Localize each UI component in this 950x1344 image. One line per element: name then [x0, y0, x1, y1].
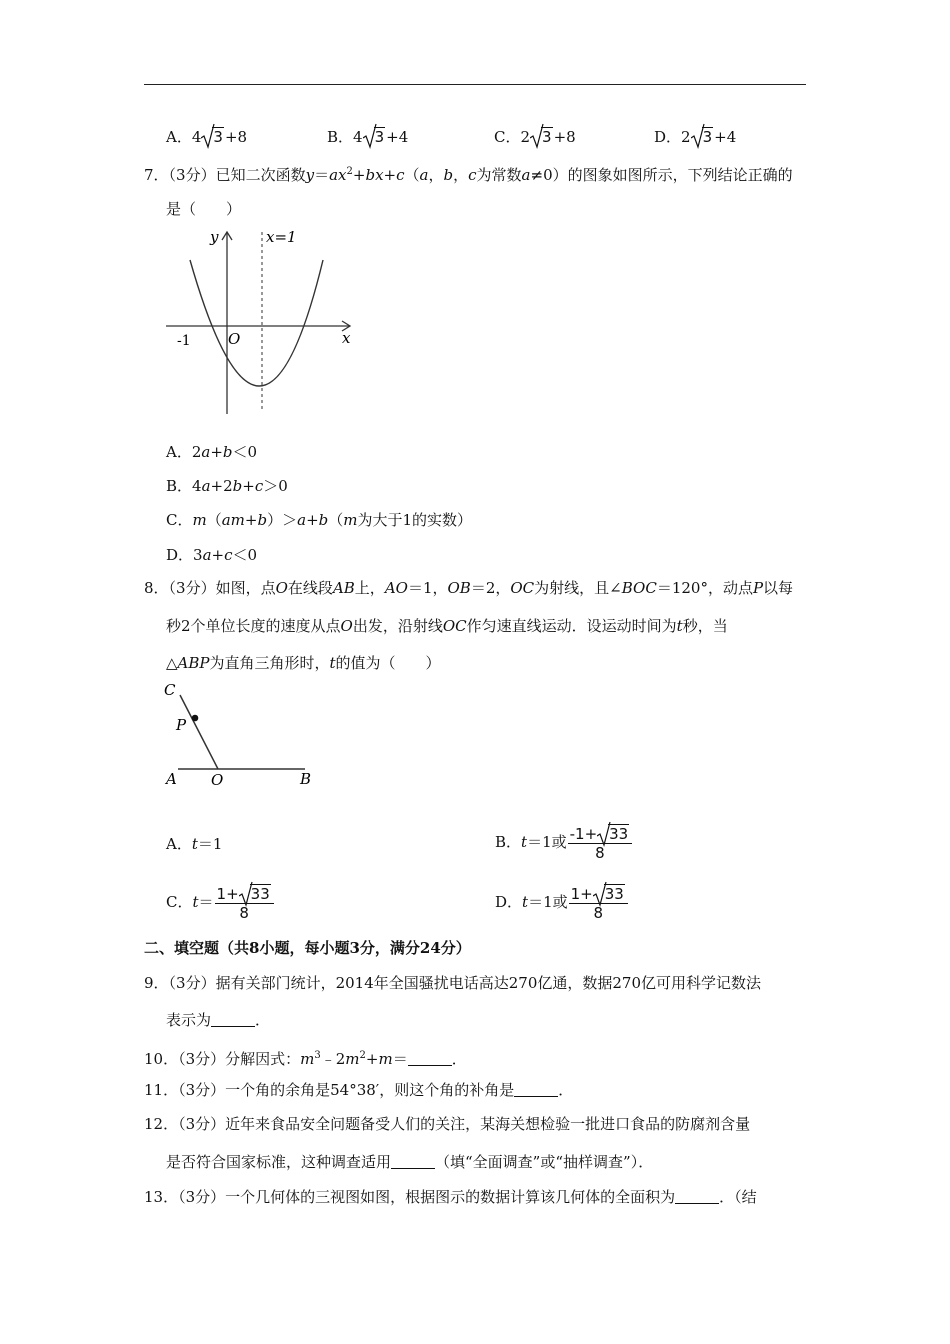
- answer-blank[interactable]: [675, 1189, 719, 1204]
- q7-parabola-graph: [160, 222, 360, 420]
- y-axis-label: y: [210, 228, 219, 246]
- sqrt-symbol: 3: [530, 127, 553, 147]
- q11-stem: 11．（3分）一个角的余角是54°38′，则这个角的补角是 ．: [144, 1081, 574, 1099]
- q8-option-c[interactable]: C．t＝ 1+ 33 8: [166, 882, 274, 922]
- label-p: P: [176, 716, 187, 734]
- answer-blank[interactable]: [408, 1051, 452, 1066]
- q8-stem-line3: △ABP为直角三角形时，t的值为（ ）: [166, 654, 441, 672]
- q8-option-b[interactable]: B．t＝1或 -1+ 33 8: [495, 822, 632, 862]
- q8-stem-line1: 8．（3分）如图，点O在线段AB上，AO＝1，OB＝2，OC为射线，且∠BOC＝120°，动点P以每: [144, 579, 794, 597]
- q9-stem-line1: 9．（3分）据有关部门统计，2014年全国骚扰电话高达270亿通，数据270亿可用科学记数法: [144, 974, 762, 992]
- label-c: C: [164, 681, 176, 699]
- sqrt-symbol: 33: [239, 885, 271, 903]
- sqrt-symbol: 3: [201, 127, 224, 147]
- q9-stem-line2: 表示为 ．: [166, 1011, 271, 1029]
- label-a: A: [166, 770, 177, 788]
- q13-stem: 13．（3分）一个几何体的三视图如图，根据图示的数据计算该几何体的全面积为 ．（结: [144, 1188, 757, 1206]
- sqrt-symbol: 33: [597, 825, 629, 843]
- q10-stem: 10．（3分）分解因式：$m^3﹣2m^2+m=$ ．: [144, 1050, 467, 1068]
- q7-option-a[interactable]: A．2a+b＜0: [166, 443, 258, 461]
- point-p: [192, 715, 199, 722]
- symmetry-axis-label: x=1: [266, 228, 297, 246]
- answer-blank[interactable]: [391, 1154, 435, 1169]
- section2-title: 二、填空题（共8小题，每小题3分，满分24分）: [144, 939, 471, 957]
- q6-option-b[interactable]: B．4 3 +4: [327, 127, 408, 147]
- parabola-curve: [190, 260, 323, 386]
- q8-option-d[interactable]: D．t＝1或 1+ 33 8: [495, 882, 628, 922]
- q7-option-b[interactable]: B．4a+2b+c＞0: [166, 477, 288, 495]
- q6-option-a[interactable]: A．4 3 +8: [166, 127, 247, 147]
- x-axis-label: x: [342, 329, 351, 347]
- fraction: 1+ 33 8: [569, 885, 628, 922]
- answer-blank[interactable]: [514, 1082, 558, 1097]
- q8-stem-line2: 秒2个单位长度的速度从点O出发，沿射线OC作匀速直线运动．设运动时间为t秒，当: [166, 617, 728, 635]
- q12-stem-line2: 是否符合国家标准，这种调查适用 （填“全面调查”或“抽样调查”）．: [166, 1153, 654, 1171]
- q6-option-c[interactable]: C．2 3 +8: [494, 127, 576, 147]
- q7-option-d[interactable]: D．3a+c＜0: [166, 546, 258, 564]
- origin-label: O: [228, 330, 241, 348]
- sqrt-symbol: 3: [691, 127, 714, 147]
- label-o: O: [211, 771, 224, 789]
- q7-stem-line2: 是（ ）: [166, 200, 242, 218]
- label-b: B: [300, 770, 312, 788]
- sqrt-symbol: 33: [593, 885, 625, 903]
- fraction: -1+ 33 8: [568, 825, 633, 862]
- q8-option-a[interactable]: A．t＝1: [166, 835, 223, 853]
- sqrt-symbol: 3: [363, 127, 386, 147]
- q6-option-d[interactable]: D．2 3 +4: [654, 127, 736, 147]
- q12-stem-line1: 12．（3分）近年来食品安全问题备受人们的关注，某海关想检验一批进口食品的防腐剂含量: [144, 1115, 751, 1133]
- header-rule: [144, 84, 806, 85]
- q8-ray-figure: [160, 676, 330, 790]
- neg1-label: -1: [177, 333, 191, 349]
- q7-option-c[interactable]: C．m（am+b）＞a+b（m为大于1的实数）: [166, 511, 473, 529]
- answer-blank[interactable]: [211, 1012, 255, 1027]
- q7-stem-line1: 7．（3分）已知二次函数$y=ax^2+bx+c(a$，b，c为常数a≠0）的图象如图所示，下列结论正确的: [144, 166, 793, 184]
- fraction: 1+ 33 8: [215, 885, 274, 922]
